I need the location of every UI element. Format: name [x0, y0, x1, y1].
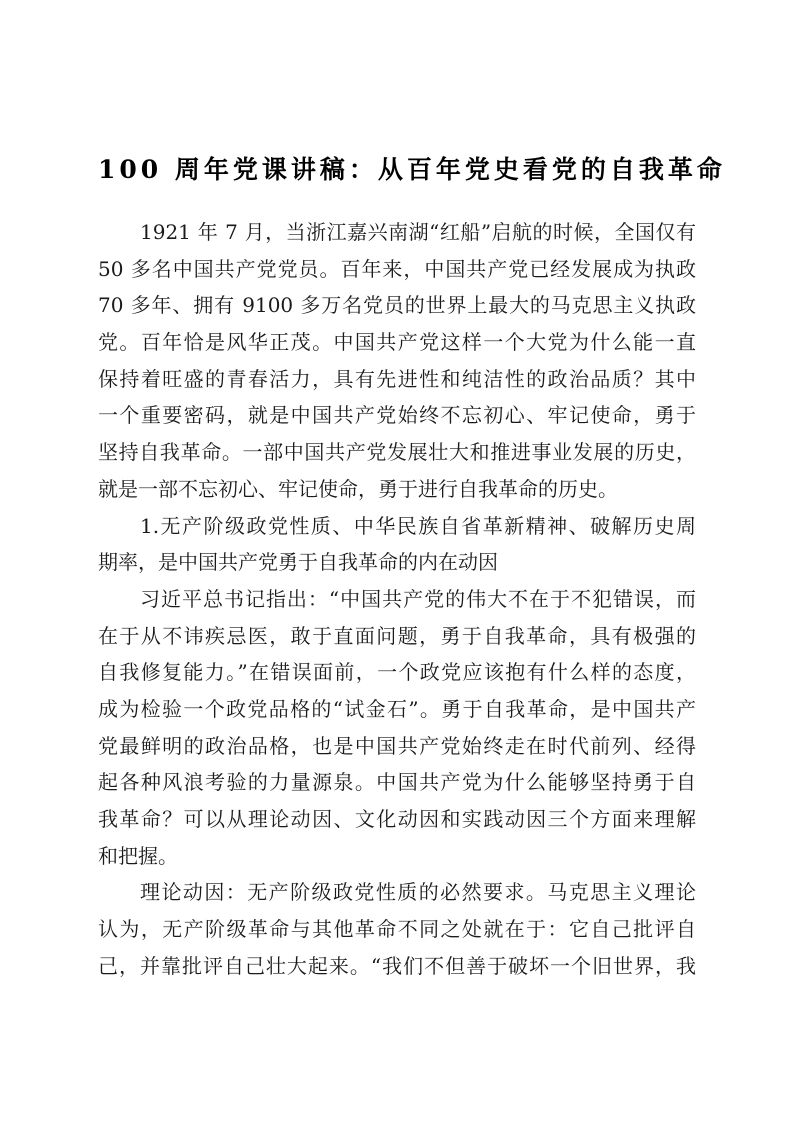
document-body	[98, 214, 696, 984]
paragraph-2-line-8: 和把握。	[98, 843, 178, 868]
paragraph-1-line-8: 就是一部不忘初心、牢记使命，勇于进行自我革命的历史。	[98, 476, 618, 501]
paragraph-2-line-2: 在于从不讳疾忌医，敢于直面问题，勇于自我革命，具有极强的	[98, 623, 696, 648]
paragraph-1-line-6: 一个重要密码，就是中国共产党始终不忘初心、牢记使命，勇于	[98, 403, 696, 428]
paragraph-2-line-7: 我革命？可以从理论动因、文化动因和实践动因三个方面来理解	[98, 807, 696, 831]
paragraph-1-line-5: 保持着旺盛的青春活力，具有先进性和纯洁性的政治品质？其中	[98, 366, 696, 391]
paragraph-2-line-3: 自我修复能力。”在错误面前，一个政党应该抱有什么样的态度，	[98, 660, 696, 685]
paragraph-3-line-3: 己，并靠批评自己壮大起来。“我们不但善于破坏一个旧世界，我	[98, 953, 696, 978]
document-title: 100 周年党课讲稿：从百年党史看党的自我革命	[98, 155, 726, 184]
paragraph-1-line-2: 50 多名中国共产党党员。百年来，中国共产党已经发展成为执政	[98, 256, 696, 281]
paragraph-1-line-4: 党。百年恰是风华正茂。中国共产党这样一个大党为什么能一直	[98, 330, 696, 355]
section-heading-line-1: 1.无产阶级政党性质、中华民族自省革新精神、破解历史周	[140, 513, 696, 538]
paragraph-1-line-3: 70 多年、拥有 9100 多万名党员的世界上最大的马克思主义执政	[98, 293, 696, 318]
paragraph-2-line-5: 党最鲜明的政治品格，也是中国共产党始终走在时代前列、经得	[98, 733, 696, 758]
paragraph-1-line-7: 坚持自我革命。一部中国共产党发展壮大和推进事业发展的历史，	[98, 440, 696, 465]
paragraph-3-line-1: 理论动因：无产阶级政党性质的必然要求。马克思主义理论	[140, 880, 696, 905]
paragraph-2-line-1: 习近平总书记指出：“中国共产党的伟大不在于不犯错误，而	[140, 586, 696, 611]
paragraph-3-line-2: 认为，无产阶级革命与其他革命不同之处就在于：它自己批评自	[98, 917, 696, 942]
paragraph-1-line-1: 1921 年 7 月，当浙江嘉兴南湖“红船”启航的时候，全国仅有	[140, 220, 696, 244]
section-heading-line-2: 期率，是中国共产党勇于自我革命的内在动因	[98, 550, 498, 575]
paragraph-2-line-4: 成为检验一个政党品格的“试金石”。勇于自我革命，是中国共产	[98, 696, 696, 721]
paragraph-2-line-6: 起各种风浪考验的力量源泉。中国共产党为什么能够坚持勇于自	[98, 770, 696, 795]
